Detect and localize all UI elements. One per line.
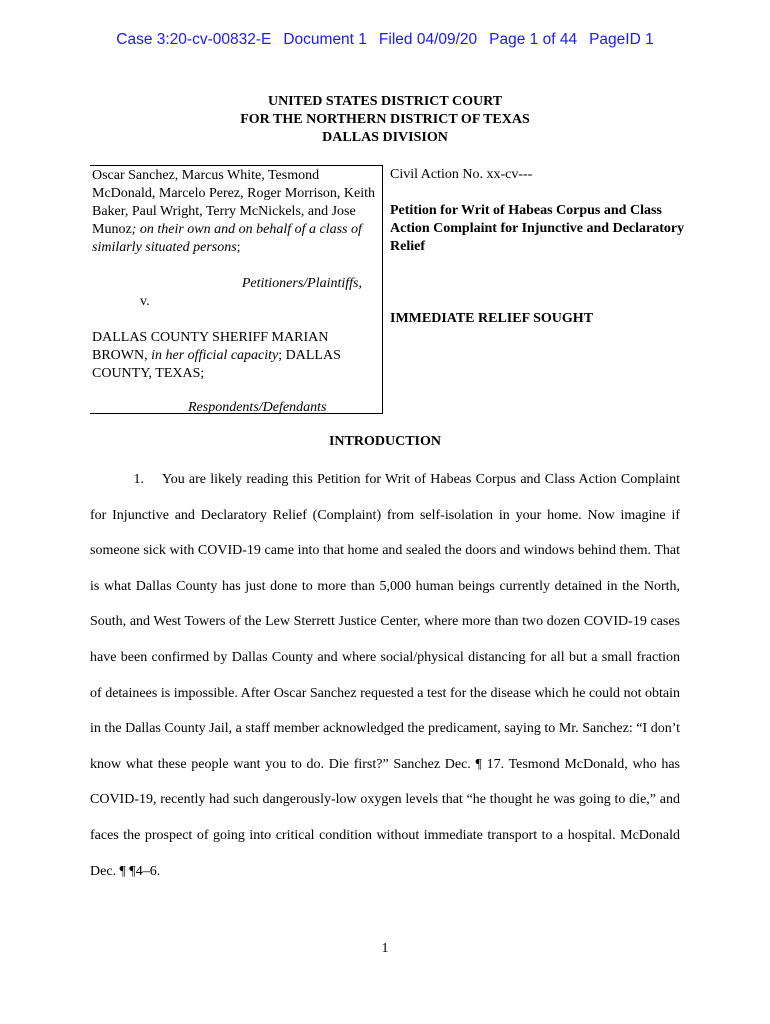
paragraph-text: You are likely reading this Petition for Writ of Habeas Corpus and Class Action Complaint for Injunctive and Declaratory Relief (Complaint) from self-isolation in your home. Now imagine if someone sick with COVID-19 came into that home and sealed the doors and windows behind them. That is what Dallas County has just done to more than 5,000 human beings currently detained in the North, South, and West Towers of the Lew Sterrett Justice Center, where more than two dozen COVID-19 cases have been confirmed by Dallas County and where social/physical distancing for all but a small fraction of detainees is impossible. After Oscar Sanchez requested a test for the disease which he could not obtain in the Dallas County Jail, a staff member acknowledged the predicament, saying to Mr. Sanchez: “I don’t know what these people want you to do. Die first?” Sanchez Dec. ¶ 17. Tesmond McDonald, who has COVID-19, recently had such dangerously-low oxygen levels that “he thought he was going to die,” and faces the prospect of going into critical condition without immediate transport to a hospital. McDonald Dec. ¶ ¶4–6. [90,472,680,879]
parties-box [90,165,383,414]
action-info [390,166,690,326]
court-line-2: FOR THE NORTHERN DISTRICT OF TEXAS [240,112,530,127]
court-line-1: UNITED STATES DISTRICT COURT [267,94,503,109]
petitioners-label: Petitioners/Plaintiffs, [241,276,362,291]
petition-title: Petition for Writ of Habeas Corpus and Class Action Complaint for Injunctive and Declaratory Relief [390,203,685,254]
court-line-3: DALLAS DIVISION [322,130,448,145]
page-id: PageID 1 [589,31,654,48]
civil-action-number: Civil Action No. xx-cv--- [390,167,533,182]
section-heading: INTRODUCTION [328,434,441,449]
filed-date: Filed 04/09/20 [378,31,478,48]
paragraph-number: 1. [133,472,144,487]
petitioner-parties: Oscar Sanchez, Marcus White, Tesmond McDonald, Marcelo Perez, Roger Morrison, Keith Baker, Paul Wright, Terry McNickels, and Jose Munoz; on their own and on behalf of a class of similarly situated persons; [92,168,376,255]
body-text [90,462,680,889]
case-caption [90,165,710,415]
case-header-stamp [0,31,770,49]
document-number: Document 1 [283,31,367,48]
relief-sought: IMMEDIATE RELIEF SOUGHT [390,311,594,326]
respondents-label: Respondents/Defendants [188,400,327,415]
respondent-parties: DALLAS COUNTY SHERIFF MARIAN BROWN, in her official capacity; DALLAS COUNTY, TEXAS; [92,330,341,381]
page-number: 1 [381,941,389,956]
versus-label: v. [140,294,150,309]
page-count: Page 1 of 44 [489,31,578,48]
court-heading [0,93,770,147]
paragraph-1 [90,462,680,889]
case-number: Case 3:20-cv-00832-E [116,31,272,48]
